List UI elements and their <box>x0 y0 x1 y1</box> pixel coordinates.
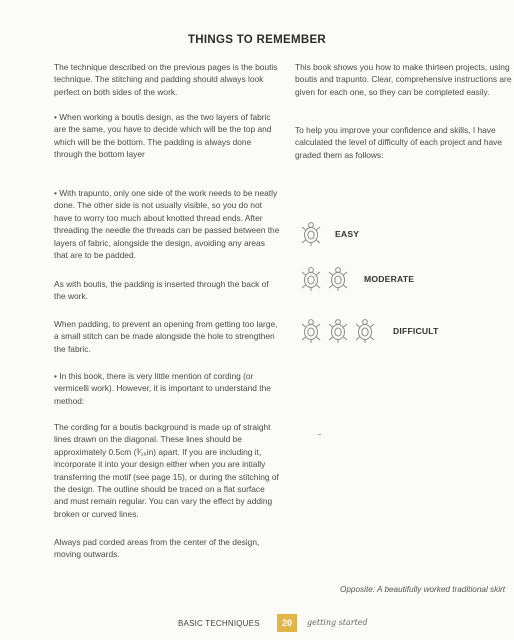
turtle-icon <box>327 318 349 344</box>
footer-section-title: BASIC TECHNIQUES <box>178 619 260 628</box>
difficulty-easy <box>300 221 359 247</box>
paragraph-book-intro: This book shows you how to make thirteen projects, using boutis and trapunto. Clear, comprehensive instructions are given for each one, so they can be completed easily. <box>295 62 512 97</box>
paragraph-corded-areas: Always pad corded areas from the center of the design, moving outwards. <box>54 537 260 560</box>
difficulty-label-moderate: MODERATE <box>364 274 415 284</box>
difficulty-difficult <box>300 318 439 344</box>
turtle-icon <box>300 318 322 344</box>
page-number-badge: 20 <box>277 614 297 632</box>
paragraph-boutis-layers: • When working a boutis design, as the two layers of fabric are the same, you have to decide which will be the top and which will be the bottom. The padding is always done through the bottom layer <box>54 112 272 160</box>
page-title: THINGS TO REMEMBER <box>187 34 327 46</box>
page-footer <box>0 614 514 634</box>
turtle-icon <box>327 266 349 292</box>
footer-chapter-title: getting started <box>307 618 368 627</box>
paragraph-boutis-intro: The technique described on the previous pages is the boutis technique. The stitching and padding should always look perfect on both sides of the work. <box>54 62 278 97</box>
paragraph-cording-method: The cording for a boutis background is made up of straight lines drawn on the diagonal. These lines should be approximately 0.5cm (³⁄₁₆in) apart. If you are including it, incorporate it into your design either when you are intially transferring the motif (see page 15), or during the stitching of the design. The outline should be traced on a flat surface and must remain regular. You can vary the effect by adding broken or curved lines. <box>54 422 279 519</box>
paragraph-trapunto: • With trapunto, only one side of the work needs to be neatly done. The other side is not usually visible, so you do not have to worry too much about knotted thread ends. After threading the needle the threads can be passed between the layers of fabric, alongside the design, avoiding any areas that are to be padded. <box>54 188 280 261</box>
paragraph-cording-intro: • In this book, there is very little mention of cording (or vermicelli work). However, it is important to understand the method: <box>54 371 271 406</box>
photo-caption: Opposite: A beautifully worked traditional skirt <box>340 585 506 594</box>
turtle-icon <box>300 221 322 247</box>
difficulty-label-easy: EASY <box>335 229 360 239</box>
difficulty-moderate <box>300 266 414 292</box>
difficulty-label-difficult: DIFFICULT <box>393 326 439 336</box>
turtle-icon <box>300 266 322 292</box>
paragraph-difficulty-intro: To help you improve your confidence and skills, I have calculated the level of difficulty of each project and have graded them as follows: <box>295 125 503 160</box>
stray-mark <box>318 434 321 435</box>
turtle-icon <box>354 318 376 344</box>
paragraph-padding-stitch: When padding, to prevent an opening from getting too large, a small stitch can be made alongside the hole to strengthen the fabric. <box>54 319 278 354</box>
paragraph-padding-back: As with boutis, the padding is inserted through the back of the work. <box>54 279 269 302</box>
